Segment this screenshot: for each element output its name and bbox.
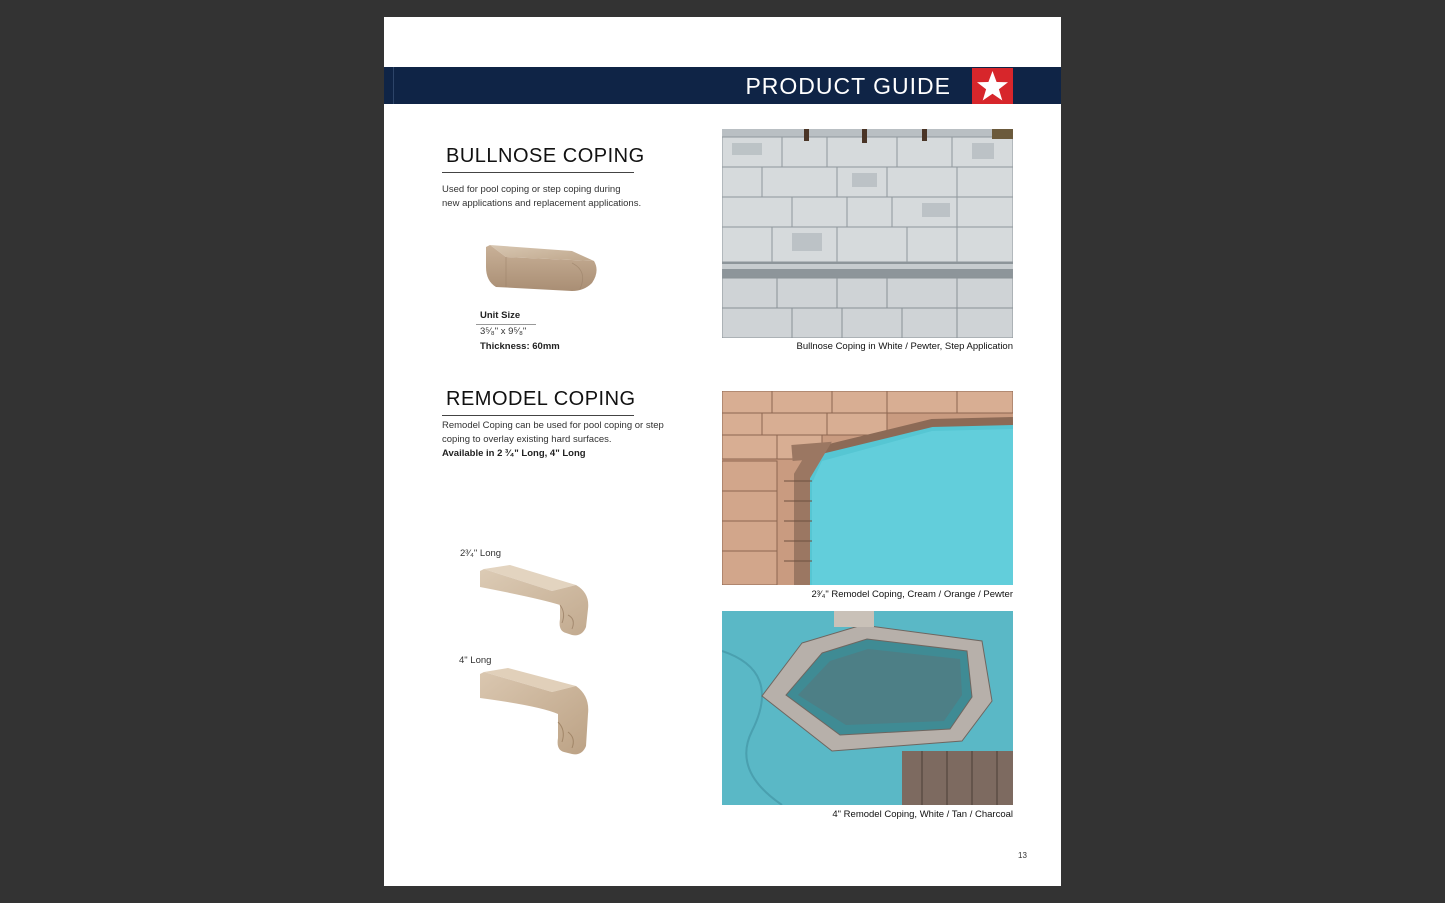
bullnose-description — [442, 183, 641, 211]
unit-size-label: Unit Size — [480, 310, 521, 321]
remodel-title-rule — [442, 415, 634, 416]
bullnose-description-line1: Used for pool coping or step coping during — [442, 184, 621, 195]
bullnose-product-image — [476, 227, 606, 312]
remodel-description-line2: coping to overlay existing hard surfaces. — [442, 434, 612, 445]
long-remodel-coping-image — [472, 662, 602, 762]
thickness-value: Thickness: 60mm — [480, 341, 560, 352]
remodel-photo1-caption: 2³⁄₄" Remodel Coping, Cream / Orange / Pewter — [811, 589, 1013, 600]
star-icon — [972, 68, 1013, 104]
page-number: 13 — [1018, 851, 1027, 860]
remodel-photo2-caption: 4" Remodel Coping, White / Tan / Charcoal — [832, 809, 1013, 820]
remodel-description-line1: Remodel Coping can be used for pool coping or step — [442, 420, 664, 431]
unit-size-value: 3⁵⁄₈" x 9⁵⁄₈" — [480, 326, 527, 337]
bullnose-photo-caption: Bullnose Coping in White / Pewter, Step Application — [796, 341, 1013, 352]
bullnose-step-photo — [722, 129, 1013, 338]
remodel-pool-photo — [722, 391, 1013, 585]
bullnose-title-rule — [442, 172, 634, 173]
page-title: PRODUCT GUIDE — [745, 73, 951, 99]
remodel-availability: Available in 2 ³⁄₄" Long, 4" Long — [442, 448, 586, 459]
banner-divider — [393, 67, 394, 104]
long-coping-label: 4" Long — [459, 655, 492, 666]
remodel-spa-photo — [722, 611, 1013, 805]
short-coping-label: 2³⁄₄" Long — [460, 548, 502, 559]
document-page — [384, 17, 1061, 886]
bullnose-title: BULLNOSE COPING — [446, 145, 645, 167]
remodel-description — [442, 419, 664, 461]
header-banner — [384, 67, 1061, 104]
bullnose-description-line2: new applications and replacement applications. — [442, 198, 642, 209]
remodel-title: REMODEL COPING — [446, 388, 636, 410]
short-remodel-coping-image — [472, 557, 602, 647]
